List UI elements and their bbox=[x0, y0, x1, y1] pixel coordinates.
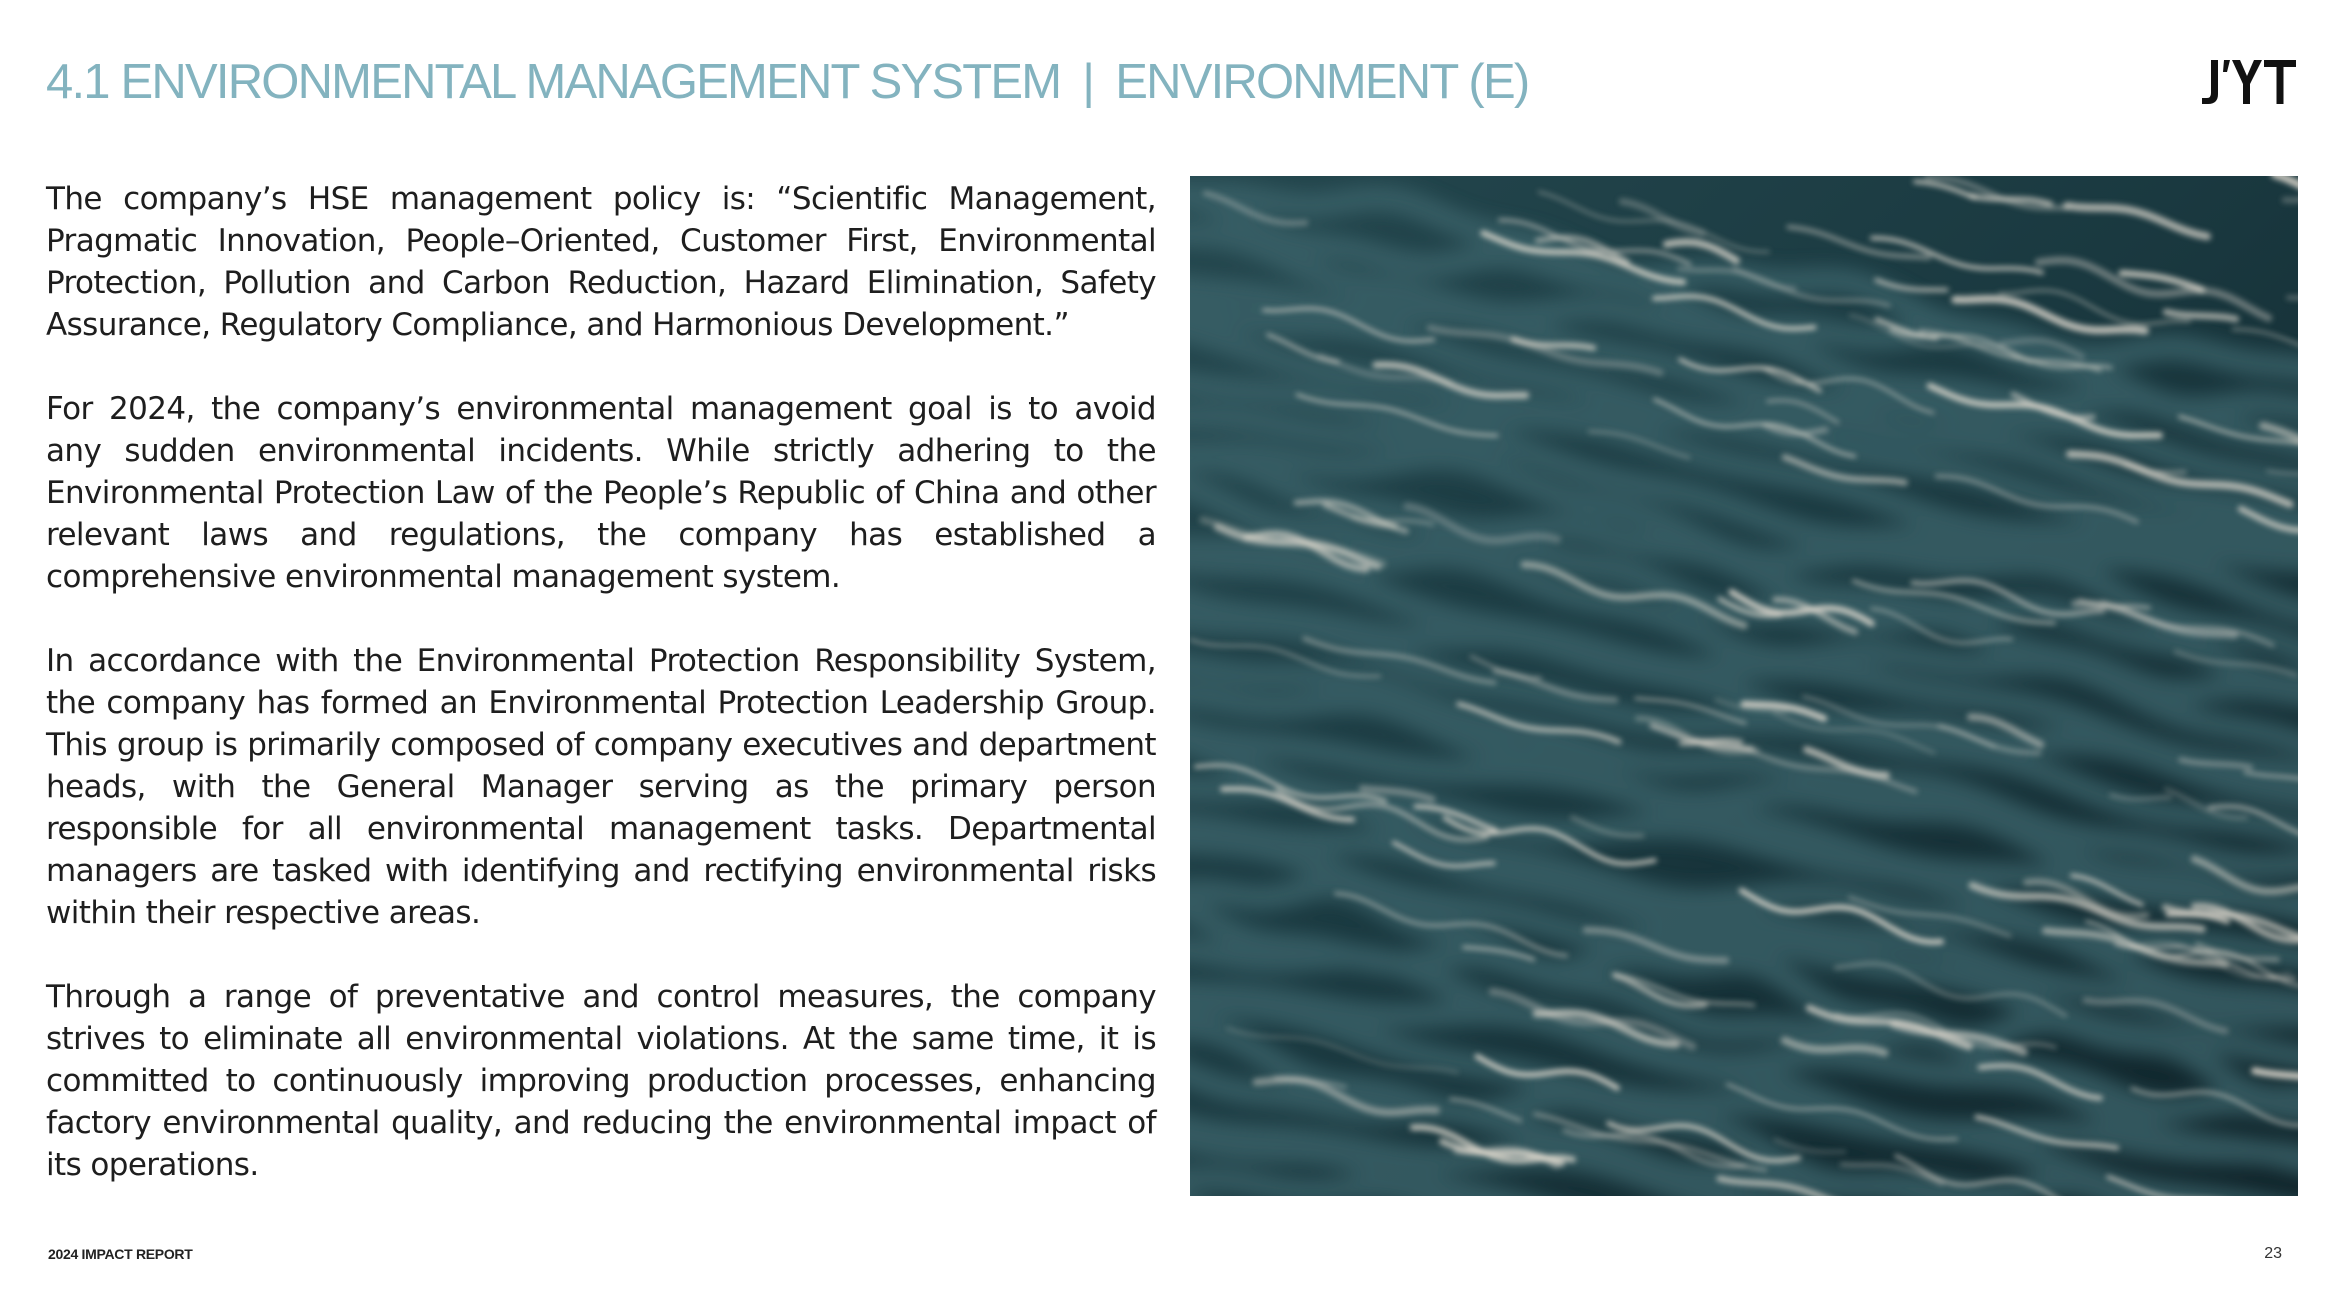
section-title: 4.1 ENVIRONMENTAL MANAGEMENT SYSTEM bbox=[46, 55, 1061, 109]
paragraph-leadership-group: In accordance with the Environmental Protection Responsibility System, the company has formed an Environmental Protection Leadership Group. This group is primarily composed of company executives and department heads, with the General Manager serving as the primary person responsible for all environmental management tasks. Departmental managers are tasked with identifying and rectifying environmental risks within their respective areas. bbox=[46, 643, 1156, 931]
page-header bbox=[46, 50, 2046, 114]
paragraph-preventative-measures: Through a range of preventative and control measures, the company strives to eliminate all environmental violations. At the same time, it is committed to continuously improving production processes, enhancing factory environmental quality, and reducing the environmental impact of its operations. bbox=[46, 979, 1156, 1183]
paragraph-2024-goal: For 2024, the company’s environmental management goal is to avoid any sudden environmental incidents. While strictly adhering to the Environmental Protection Law of the People’s Republic of China and other relevant laws and regulations, the company has established a comprehensive environmental management system. bbox=[46, 391, 1156, 595]
jyt-logo-icon bbox=[2200, 58, 2296, 106]
header-separator: | bbox=[1082, 55, 1094, 109]
report-label: 2024 IMPACT REPORT bbox=[48, 1246, 193, 1262]
category-title: ENVIRONMENT (E) bbox=[1115, 55, 1529, 109]
body-text bbox=[46, 178, 1156, 1186]
water-ripples-icon bbox=[1190, 176, 2298, 1196]
company-logo bbox=[2200, 58, 2296, 106]
page-number: 23 bbox=[2264, 1245, 2282, 1262]
paragraph-hse-policy: The company’s HSE management policy is: “Scientific Management, Pragmatic Innovation, People–Oriented, Customer First, Environmental Protection, Pollution and Carbon Reduction, Hazard Elimination, Safety Assurance, Regulatory Compliance, and Harmonious Development.” bbox=[46, 181, 1156, 343]
water-surface-photo bbox=[1190, 176, 2298, 1196]
